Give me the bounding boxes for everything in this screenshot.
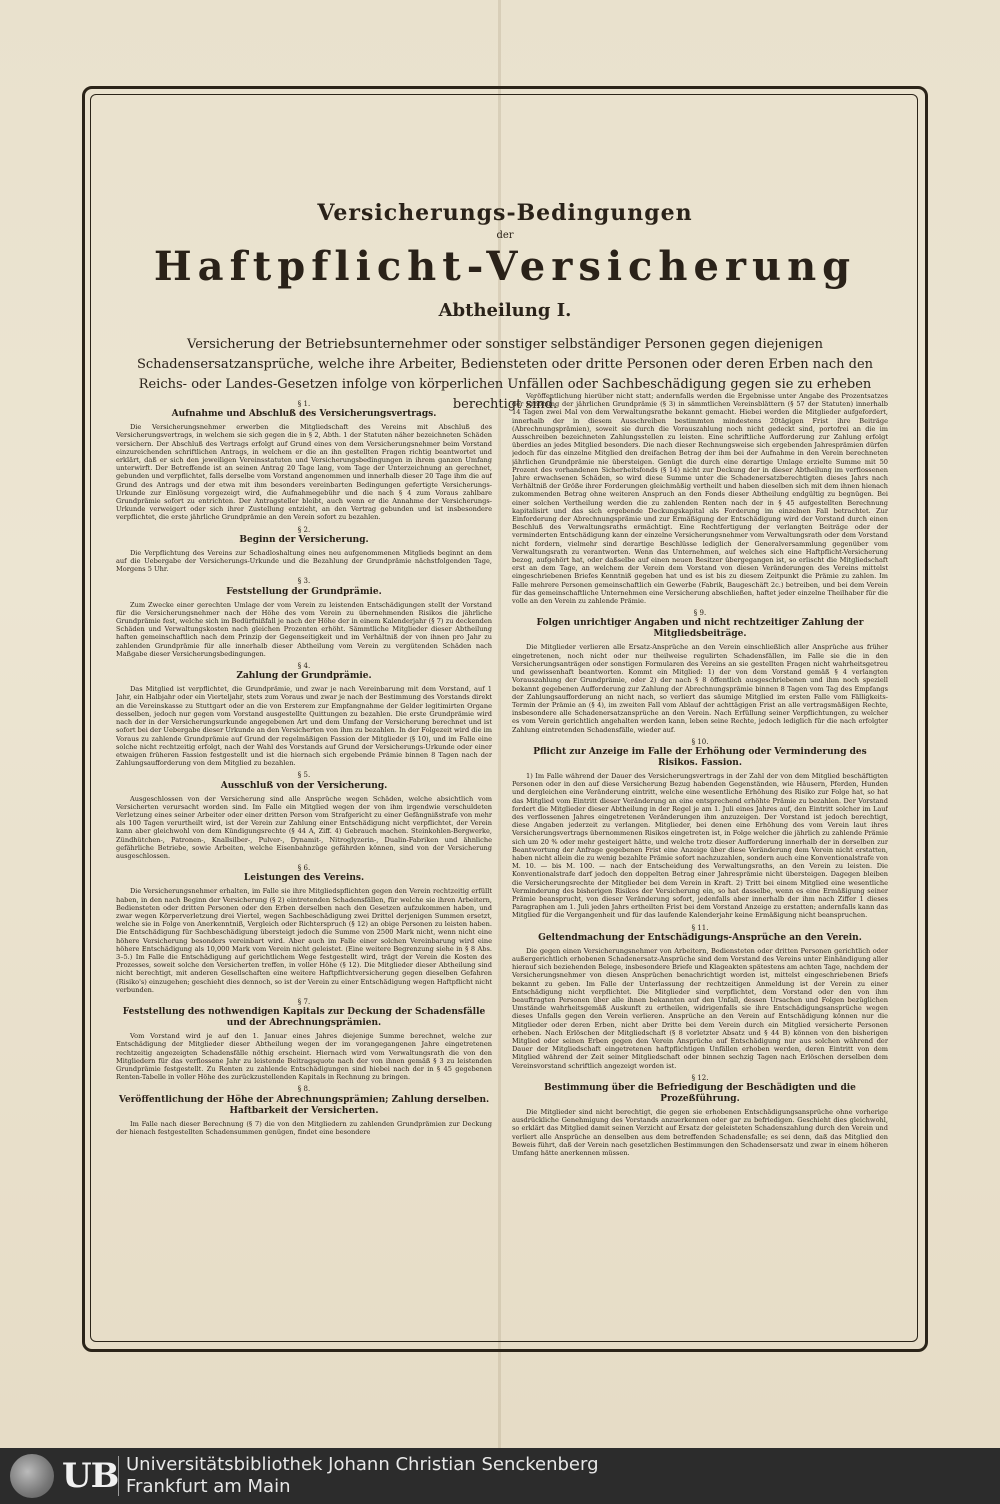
- paragraph-number: § 5.: [297, 771, 311, 780]
- left-column: [116, 396, 492, 1340]
- paragraph-section: [512, 738, 888, 920]
- paragraph-heading: Ausschluß von der Versicherung.: [220, 780, 388, 791]
- paragraph-text: Das Mitglied ist verpflichtet, die Grundprämie, und zwar je nach Vereinbarung mit dem Vorstand, auf 1 Jahr, ein Halbjahr oder ein Vierteljahr, stets zum Voraus und zwar je nach der Bestimmung des Vorstands direkt an die Vereinskasse zu Stuttgart oder an die von Ersterem zur Empfangnahme der Gelder legitimirten Organe desselben, jedoch nur gegen vom Vorstand ausgestellte Quittungen zu bezahlen. Die erste Grundprämie wird nach der in der Versicherungsurkunde angegebenen Art und dem Umfang der Versicherung berechnet und ist sofort bei der Uebergabe dieser Urkunde an den Versicherten von ihm zu bezahlen. In der Folgezeit wird die im Voraus zu zahlende Grundprämie auf Grund der regelmäßigen Fassion der Mitglieder (§ 10), und im Falle eine solche nicht rechtzeitig erfolgt, nach der Wahl des Vorstands auf Grund der Versicherungs-Urkunde oder einer etwaigen früheren Fassion festgestellt und ist die hiernach sich ergebende Prämie binnen 8 Tagen nach der Zahlungsaufforderung von dem Mitglied zu bezahlen.: [116, 685, 492, 768]
- paragraph-section: [116, 400, 492, 522]
- paragraph-heading: Leistungen des Vereins.: [243, 873, 365, 884]
- paragraph-text: Die Mitglieder verlieren alle Ersatz-Ansprüche an den Verein einschließlich aller Ansprüche aus früher eingetretenen, noch nicht oder nur theilweise regulirten Schadensfällen, im Falle sie die in den Versicherungsanträgen oder sonstigen Formularen des Vereins an sie gestellten Fragen nicht wahrheitsgetreu und gewissenhaft beantworten. Kommt ein Mitglied: 1) der von dem Vorstand gemäß § 4 verlangten Vorauszahlung der Grundprämie, oder 2) der nach § 8 öffentlich ausgeschriebenen und ihm noch speziell bekannt gegebenen Aufforderung zur Zahlung der Abrechnungsprämie binnen 8 Tagen vom Tag des Empfangs der Zahlungsaufforderung an nicht nach, so verliert das säumige Mitglied im ersten Falle vom Fälligkeits-Termin der Prämie an (§ 4), im zweiten Fall vom Ablauf der achttägigen Frist an alle vertragsmäßigen Rechte, insbesondere alle Schadenersatzansprüche an den Verein. Nach Erfüllung seiner Verpflichtungen, zu welcher es vom Verein gerichtlich angehalten werden kann, leben seine Rechte, jedoch lediglich für die nach erfolgter Zahlung eintretenden Schadensfälle, wieder auf.: [512, 643, 888, 734]
- right-column: [512, 392, 888, 1336]
- paragraph-heading: Geltendmachung der Entschädigungs-Ansprüche an den Verein.: [538, 932, 862, 943]
- main-title: Haftpflicht-Versicherung: [153, 243, 857, 290]
- document-header: [100, 200, 910, 415]
- paragraph-section: [116, 864, 492, 994]
- title-connector: der: [496, 230, 514, 241]
- paragraph-heading: Feststellung des nothwendigen Kapitals zur Deckung der Schadensfälle und der Abrechnungsprämien.: [122, 1007, 486, 1029]
- paragraph-heading: Zahlung der Grundprämie.: [236, 671, 372, 682]
- document-title: Versicherungs-Bedingungen: [317, 200, 693, 226]
- section-title: Abtheilung I.: [438, 300, 572, 321]
- library-name: Universitätsbibliothek Johann Christian Senckenberg: [126, 1454, 599, 1475]
- paragraph-number: § 6.: [297, 864, 311, 873]
- paragraph-section: [116, 526, 492, 574]
- paragraph-heading: Beginn der Versicherung.: [239, 534, 369, 545]
- paragraph-text: Veröffentlichung hierüber nicht statt; andernfalls werden die Ergebnisse unter Angabe des Prozentsatzes der Erhöhung der jährlichen Grundprämie (§ 3) in sämmtlichen Vereinsblättern (§ 57 der Statuten) innerhalb 14 Tagen zwei Mal von dem Verwaltungsrathe bekannt gemacht. Hiebei werden die Mitglieder aufgefordert, innerhalb der in diesem Ausschreiben bestimmten mindestens 20tägigen Frist ihre Beiträge (Abrechnungsprämien), soweit sie durch die Vorauszahlung noch nicht gedeckt sind, portofrei an die im Ausschreiben bezeichneten Zahlungsstellen zu leisten. Eine schriftliche Aufforderung zur Zahlung erfolgt überdies an jedes Mitglied besonders. Die nach dieser Rechnungsweise sich ergebenden Jahresprämien dürfen jedoch für das einzelne Mitglied den dreifachen Betrag der ihm bei der Aufnahme in den Verein berechneten jährlichen Grundprämie nie übersteigen. Genügt die durch eine derartige Umlage erzielte Summe mit 50 Prozent des vorhandenen Sicherheitsfonds (§ 14) nicht zur Deckung der in dieser Abtheilung im verflossenen Jahre erwachsenen Schäden, so wird diese Summe unter die Schadenersatzberechtigten dieses Jahrs nach Verhältniß der Größe ihrer Forderungen gleichmäßig vertheilt und haben dieselben sich mit dem ihnen hienach zukommenden Betrag ohne weiteren Anspruch an den Fonds dieser Abtheilung endgültig zu begnügen. Bei einer solchen Vertheilung werden die zu zahlenden Renten nach der in § 45 aufgestellten Berechnung kapitalisirt und das sich ergebende Deckungskapital als Forderung im einzelnen Fall betrachtet. Zur Einforderung der Abrechnungsprämie und zur Ermäßigung der Entschädigung wird der Vorstand durch einen Beschluß des Verwaltungsraths ermächtigt. Eine Rechtfertigung der verlangten Beiträge oder der verminderten Entschädigung kann der einzelne Versicherungsnehmer vom Verwaltungsrath oder dem Vorstand nicht fordern, vielmehr sind derartige Beschlüsse lediglich der Generalversammlung gegenüber vom Verwaltungsrath zu verantworten. Wenn das Unternehmen, auf welches sich eine Haftpflicht-Versicherung bezog, aufgehört hat, oder daßselbe auf einen neuen Besitzer übergegangen ist, so erlischt die Mitgliedschaft erst an dem Tage, an welchem der Verein dem Vorstand von diesen Veränderungen des Vereins mittelst eingeschriebenen Briefes Kenntniß gegeben hat und es ist bis zu diesem Zeitpunkt die Prämie zu zahlen. Im Falle mehrere Personen gemeinschaftlich ein Gewerbe (Fabrik, Baugeschäft 2c.) betreiben, und bei dem Verein für das gemeinschaftliche Unternehmen eine Versicherung abschließen, haftet jeder einzelne Theilhaber für die volle an den Verein zu zahlende Prämie.: [512, 392, 888, 606]
- library-logo[interactable]: [10, 1454, 119, 1498]
- paragraph-text: Die Verpflichtung des Vereins zur Schadloshaltung eines neu aufgenommenen Mitglieds beginnt an dem auf die Uebergabe der Versicherungs-Urkunde und die Bezahlung der Grundprämie nächstfolgenden Tage, Morgens 5 Uhr.: [116, 548, 492, 574]
- paragraph-number: § 7.: [297, 997, 311, 1006]
- library-footer: [0, 1448, 1000, 1504]
- paragraph-number: § 12.: [691, 1073, 709, 1082]
- paragraph-text: Die Versicherungsnehmer erwerben die Mitgliedschaft des Vereins mit Abschluß des Versicherungsvertrags, in welchem sie sich gegen die in § 2, Abth. 1 der Statuten näher bezeichneten Schäden versichern. Der Abschluß des Vertrags erfolgt auf Grund eines von dem Versicherungsnehmer beim Vorstand einzureichenden schriftlichen Antrags, in welchem er die an ihn gestellten Fragen richtig beantwortet und erklärt, daß er sich den jeweiligen Vereinsstatuten und Versicherungsbedingungen in ihrem ganzen Umfang unterwirft. Der Betreffende ist an seinen Antrag 20 Tage lang, vom Tage der Unterzeichnung an gerechnet, gebunden und verpflichtet, falls derselbe vom Vorstand angenommen und innerhalb dieser 20 Tage ihm die auf Grund des Antrags und der etwa mit ihm besonders vereinbarten Bedingungen gefertigte Versicherungs-Urkunde zur Einlösung vorgezeigt wird, die Aufnahmegebühr und die nach § 4 zum Voraus zahlbare Grundprämie sofort zu entrichten. Der Antragsteller bleibt, auch wenn er die Annahme der Versicherungs-Urkunde verweigert oder sich ihrer Zustellung entzieht, an den Vertrag gebunden und ist insbesondere verpflichtet, die erste jährliche Grundprämie an den Verein sofort zu bezahlen.: [116, 423, 492, 522]
- paragraph-section: [512, 609, 888, 733]
- paragraph-text: Im Falle nach dieser Berechnung (§ 7) die von den Mitgliedern zu zahlenden Grundprämien zur Deckung der hienach festgestellten Schadensummen genügen, findet eine besondere: [116, 1119, 492, 1136]
- paragraph-text: Ausgeschlossen von der Versicherung sind alle Ansprüche wegen Schäden, welche absichtlich vom Versicherten verursacht worden sind. Im Falle ein Mitglied wegen der von ihm irgendwie verschuldeten Verletzung eines seiner Arbeiter oder einer dritten Person vom Strafgericht zu einer Gefängnißstrafe von mehr als 100 Tagen verurtheilt wird, ist der Verein zur Zahlung einer Entschädigung nicht verpflichtet, der Verein kann aber gleichwohl von dem Kündigungsrechte (§ 44 A, Ziff. 4) Gebrauch machen. Steinkohlen-Bergwerke, Zündhütchen-, Patronen-, Knallsilber-, Pulver-, Dynamit-, Nitroglyzerin-, Dualin-Fabriken und ähnliche gefährliche Betriebe, sowie Arbeiten, welche Eisenbahnzüge gefährden können, sind von der Versicherung ausgeschlossen.: [116, 794, 492, 860]
- paragraph-text: Vom Vorstand wird je auf den 1. Januar eines Jahres diejenige Summe berechnet, welche zur Entschädigung der Mitglieder dieser Abtheilung wegen der im vorangegangenen Jahre eingetretenen rechtzeitig angezeigten Schadensfälle nöthig erscheint. Hiernach wird vom Verwaltungsrath die von den Mitgliedern für das verflossene Jahr zu leistende Beitragsquote nach der von ihnen gemäß § 3 zu leistenden Grundprämie festgestellt. Zu Renten zu zahlende Entschädigungen sind hiebei nach der in § 45 gegebenen Renten-Tabelle in voller Höhe des zurückzustellenden Kapitals in Rechnung zu bringen.: [116, 1032, 492, 1082]
- paragraph-heading: Bestimmung über die Befriedigung der Beschädigten und die Prozeßführung.: [544, 1083, 856, 1105]
- paragraph-number: § 2.: [297, 525, 311, 534]
- paragraph-text: Zum Zwecke einer gerechten Umlage der vom Verein zu leistenden Entschädigungen stellt der Vorstand für die Versicherungsnehmer nach der Höhe des vom Verein zu übernehmenden Risikos die jährliche Grundprämie fest, welche sich im Bedürfnißfall je nach der Höhe der in einem Kalenderjahr (§ 7) zu deckenden Schäden und Verwaltungskosten nach gleichen Prozenten erhöht. Sämmtliche Mitglieder dieser Abtheilung haften gemeinschaftlich nach dem Prinzip der Gegenseitigkeit und im Verhältniß der von ihnen pro Jahr zu zahlenden Grundprämie für alle innerhalb dieser Abtheilung vom Verein zu vergütenden Schäden nach Maßgabe dieser Versicherungsbedingungen.: [116, 600, 492, 658]
- portrait-icon: [10, 1454, 54, 1498]
- paragraph-number: § 3.: [297, 577, 311, 586]
- paragraph-section: [116, 577, 492, 658]
- paragraph-number: § 11.: [691, 923, 709, 932]
- paragraph-section: [512, 1074, 888, 1157]
- paragraph-number: § 1.: [297, 400, 311, 408]
- paragraph-text: Die Versicherungsnehmer erhalten, im Falle sie ihre Mitgliedspflichten gegen den Verein rechtzeitig erfüllt haben, in den nach Beginn der Versicherung (§ 2) eintretenden Schadensfällen, für welche sie ihren Arbeitern, Bediensteten oder dritten Personen oder den Erben derselben nach den Gesetzen aufzukommen haben, und zwar wegen Körperverletzung drei Viertel, wegen Sachbeschädigung zwei Drittel derjenigen Summen ersetzt, welche sie in Folge von Anerkenntniß, Vergleich oder Richterspruch (§ 12) an obige Personen zu leisten haben. Die Entschädigung für Sachbeschädigung übersteigt jedoch die Summe von 2500 Mark nicht, wenn nicht eine höhere Versicherung besonders vereinbart wird. Aber auch im Falle einer solchen Vereinbarung wird eine höhere Entschädigung als 10,000 Mark vom Verein nicht geleistet. (Eine weitere Begrenzung siehe in § 8 Abs. 3–5.) Im Falle die Entschädigung auf gerichtlichem Wege festgestellt wird, trägt der Verein die Kosten des Prozesses, soweit solche den Versicherten treffen, in voller Höhe (§ 12). Die Mitglieder dieser Abtheilung sind nicht berechtigt, mit anderen Gesellschaften eine weitere Haftpflichtversicherung gegen dieselben Gefahren (Risiko's) einzugehen; geschieht dies dennoch, so ist der Verein zu einer Entschädigung wegen Haftpflicht nicht verbunden.: [116, 887, 492, 994]
- paragraph-text: Die Mitglieder sind nicht berechtigt, die gegen sie erhobenen Entschädigungsansprüche ohne vorherige ausdrückliche Genehmigung des Vorstands anzuerkennen oder gar zu befriedigen. Geschieht dies gleichwohl, so erklärt das Mitglied damit seinen Verzicht auf Ersatz der geleisteten Schadenszahlung durch den Verein und verliert alle Ansprüche an denselben aus dem betreffenden Schadensfalle; es sei denn, daß das Mitglied den Beweis führt, daß der Verein nach gesetzlichen Bestimmungen den Schadensersatz und zwar in einem höheren Umfang hätte anerkennen müssen.: [512, 1108, 888, 1158]
- paragraph-section: [512, 392, 888, 605]
- paragraph-section: [116, 1085, 492, 1136]
- library-location: Frankfurt am Main: [126, 1476, 291, 1497]
- paragraph-section: [116, 998, 492, 1081]
- paragraph-section: [512, 924, 888, 1070]
- paragraph-text: Die gegen einen Versicherungsnehmer von Arbeitern, Bediensteten oder dritten Personen gerichtlich oder außergerichtlich erhobenen Schadenersatz-Ansprüche sind dem Vorstand des Vereins unter Einhändigung aller hierauf sich beziehenden Belege, insbesondere Briefe und Klageakten spätestens am achten Tage, nachdem der Versicherungsnehmer von diesen Ansprüchen benachrichtigt worden ist, mittelst eingeschriebenen Briefs bekannt zu geben. Im Falle der Unterlassung der rechtzeitigen Anmeldung ist der Verein zu einer Entschädigung nicht verpflichtet. Die Mitglieder sind verpflichtet, dem Vorstand oder den von ihm beauftragten Personen über alle ihnen bekannten auf den Unfall, dessen Ursachen und Folgen bezüglichen Umstände wahrheitsgemäß Auskunft zu ertheilen, widrigenfalls sie ihre Entschädigungsansprüche wegen dieses Unfalls gegen den Verein verlieren. Ansprüche an den Verein auf Entschädigung können nur die Mitglieder oder deren Erben, nicht aber Dritte bei dem Verein durch ein Mitglied versicherte Personen erheben. Nach Erlöschen der Mitgliedschaft (§ 8 vorletzter Absatz und § 44 B) können von den bisherigen Mitglied oder seinen Erben gegen den Verein Ansprüche auf Entschädigung nur aus solchen während der Dauer der Mitgliedschaft eingetretenen haftpflichtigen Unfällen erhoben werden, deren Eintritt von dem Mitglied während der Zeit seiner Mitgliedschaft oder binnen sechzig Tagen nach Erlöschen derselben dem Vereinsvorstand schriftlich angezeigt worden ist.: [512, 946, 888, 1070]
- paragraph-section: [116, 771, 492, 860]
- paragraph-heading: Folgen unrichtiger Angaben und nicht rechtzeitiger Zahlung der Mitgliedsbeiträge.: [536, 618, 864, 640]
- paragraph-heading: Pflicht zur Anzeige im Falle der Erhöhung oder Verminderung des Risikos. Fassion.: [533, 746, 867, 768]
- paragraph-section: [116, 662, 492, 767]
- paragraph-number: § 9.: [693, 609, 707, 618]
- paragraph-text: 1) Im Falle während der Dauer des Versicherungsvertrags in der Zahl der von dem Mitglied beschäftigten Personen oder in den auf diese Versicherung Bezug habenden Gegenständen, wie Häusern, Pferden, Hunden und dergleichen eine Veränderung eintritt, welche eine wesentliche Erhöhung des Risiko zur Folge hat, so hat das Mitglied vom Eintritt dieser Veränderung an eine entsprechend erhöhte Prämie zu bezahlen. Der Vorstand fordert die Mitglieder dieser Abtheilung in der Regel je am 1. Juli eines Jahres auf, den Eintritt solcher im Lauf des verflossenen Jahres eingetretenen Veränderungen ihm anzuzeigen. Der Vorstand ist jedoch berechtigt, diese Angaben jederzeit zu verlangen. Mitglieder, bei denen eine Erhöhung des vom Verein laut ihres Versicherungsvertrags übernommenen Risikos eingetreten ist, in Folge welcher die jährlich zu zahlende Prämie sich um 20 % oder mehr gesteigert hätte, und welche trotz dieser Aufforderung innerhalb der in derselben zur Beantwortung der Anfrage gegebenen Frist eine Anzeige über diese Veränderung dem Verein nicht erstatten, haben nicht allein die zu wenig bezahlte Prämie sofort nachzuzahlen, sondern auch eine Konventionalstrafe von M. 10. — bis M. 100. — nach der Entscheidung des Verwaltungsraths, an den Verein zu leisten. Die Konventionalstrafe darf jedoch den doppelten Betrag einer Jahresprämie nicht übersteigen. Dagegen bleiben die Versicherungsrechte der Mitglieder bei dem Verein in Kraft. 2) Tritt bei einem Mitglied eine wesentliche Verminderung des bisherigen Risikos der Versicherung ein, so hat dasselbe, wenn es eine Ermäßigung seiner Prämie beansprucht, von dieser Veränderung sofort, jedenfalls aber innerhalb der ihm nach Ziffer 1 dieses Paragraphen am 1. Juli jeden Jahrs ertheilten Frist bei dem Vorstand Anzeige zu erstatten; andernfalls kann das Mitglied für die Vergangenheit und für das laufende Kalenderjahr keine Ermäßigung nicht beanspruchen.: [512, 771, 888, 920]
- logo-text: UB: [62, 1456, 119, 1496]
- document-subtitle: Versicherung der Betriebsunternehmer oder sonstiger selbständiger Personen gegen diejenigen Schadensersatzansprüche, welche ihre Arbeiter, Bediensteten oder dritte Personen oder deren Erben nach den Reichs- oder Landes-Gesetzen infolge von körperlichen Unfällen oder Sachbeschädigung gegen sie zu erheben berechtigt sind.: [136, 337, 874, 412]
- paragraph-heading: Aufnahme und Abschluß des Versicherungsvertrags.: [171, 409, 437, 420]
- paragraph-heading: Feststellung der Grundprämie.: [226, 586, 382, 597]
- paragraph-number: § 10.: [691, 737, 709, 746]
- paragraph-heading: Veröffentlichung der Höhe der Abrechnungsprämien; Zahlung derselben. Haftbarkeit der Versicherten.: [118, 1094, 490, 1116]
- paragraph-number: § 8.: [297, 1085, 311, 1094]
- footer-divider: [118, 1456, 119, 1496]
- paragraph-number: § 4.: [297, 662, 311, 671]
